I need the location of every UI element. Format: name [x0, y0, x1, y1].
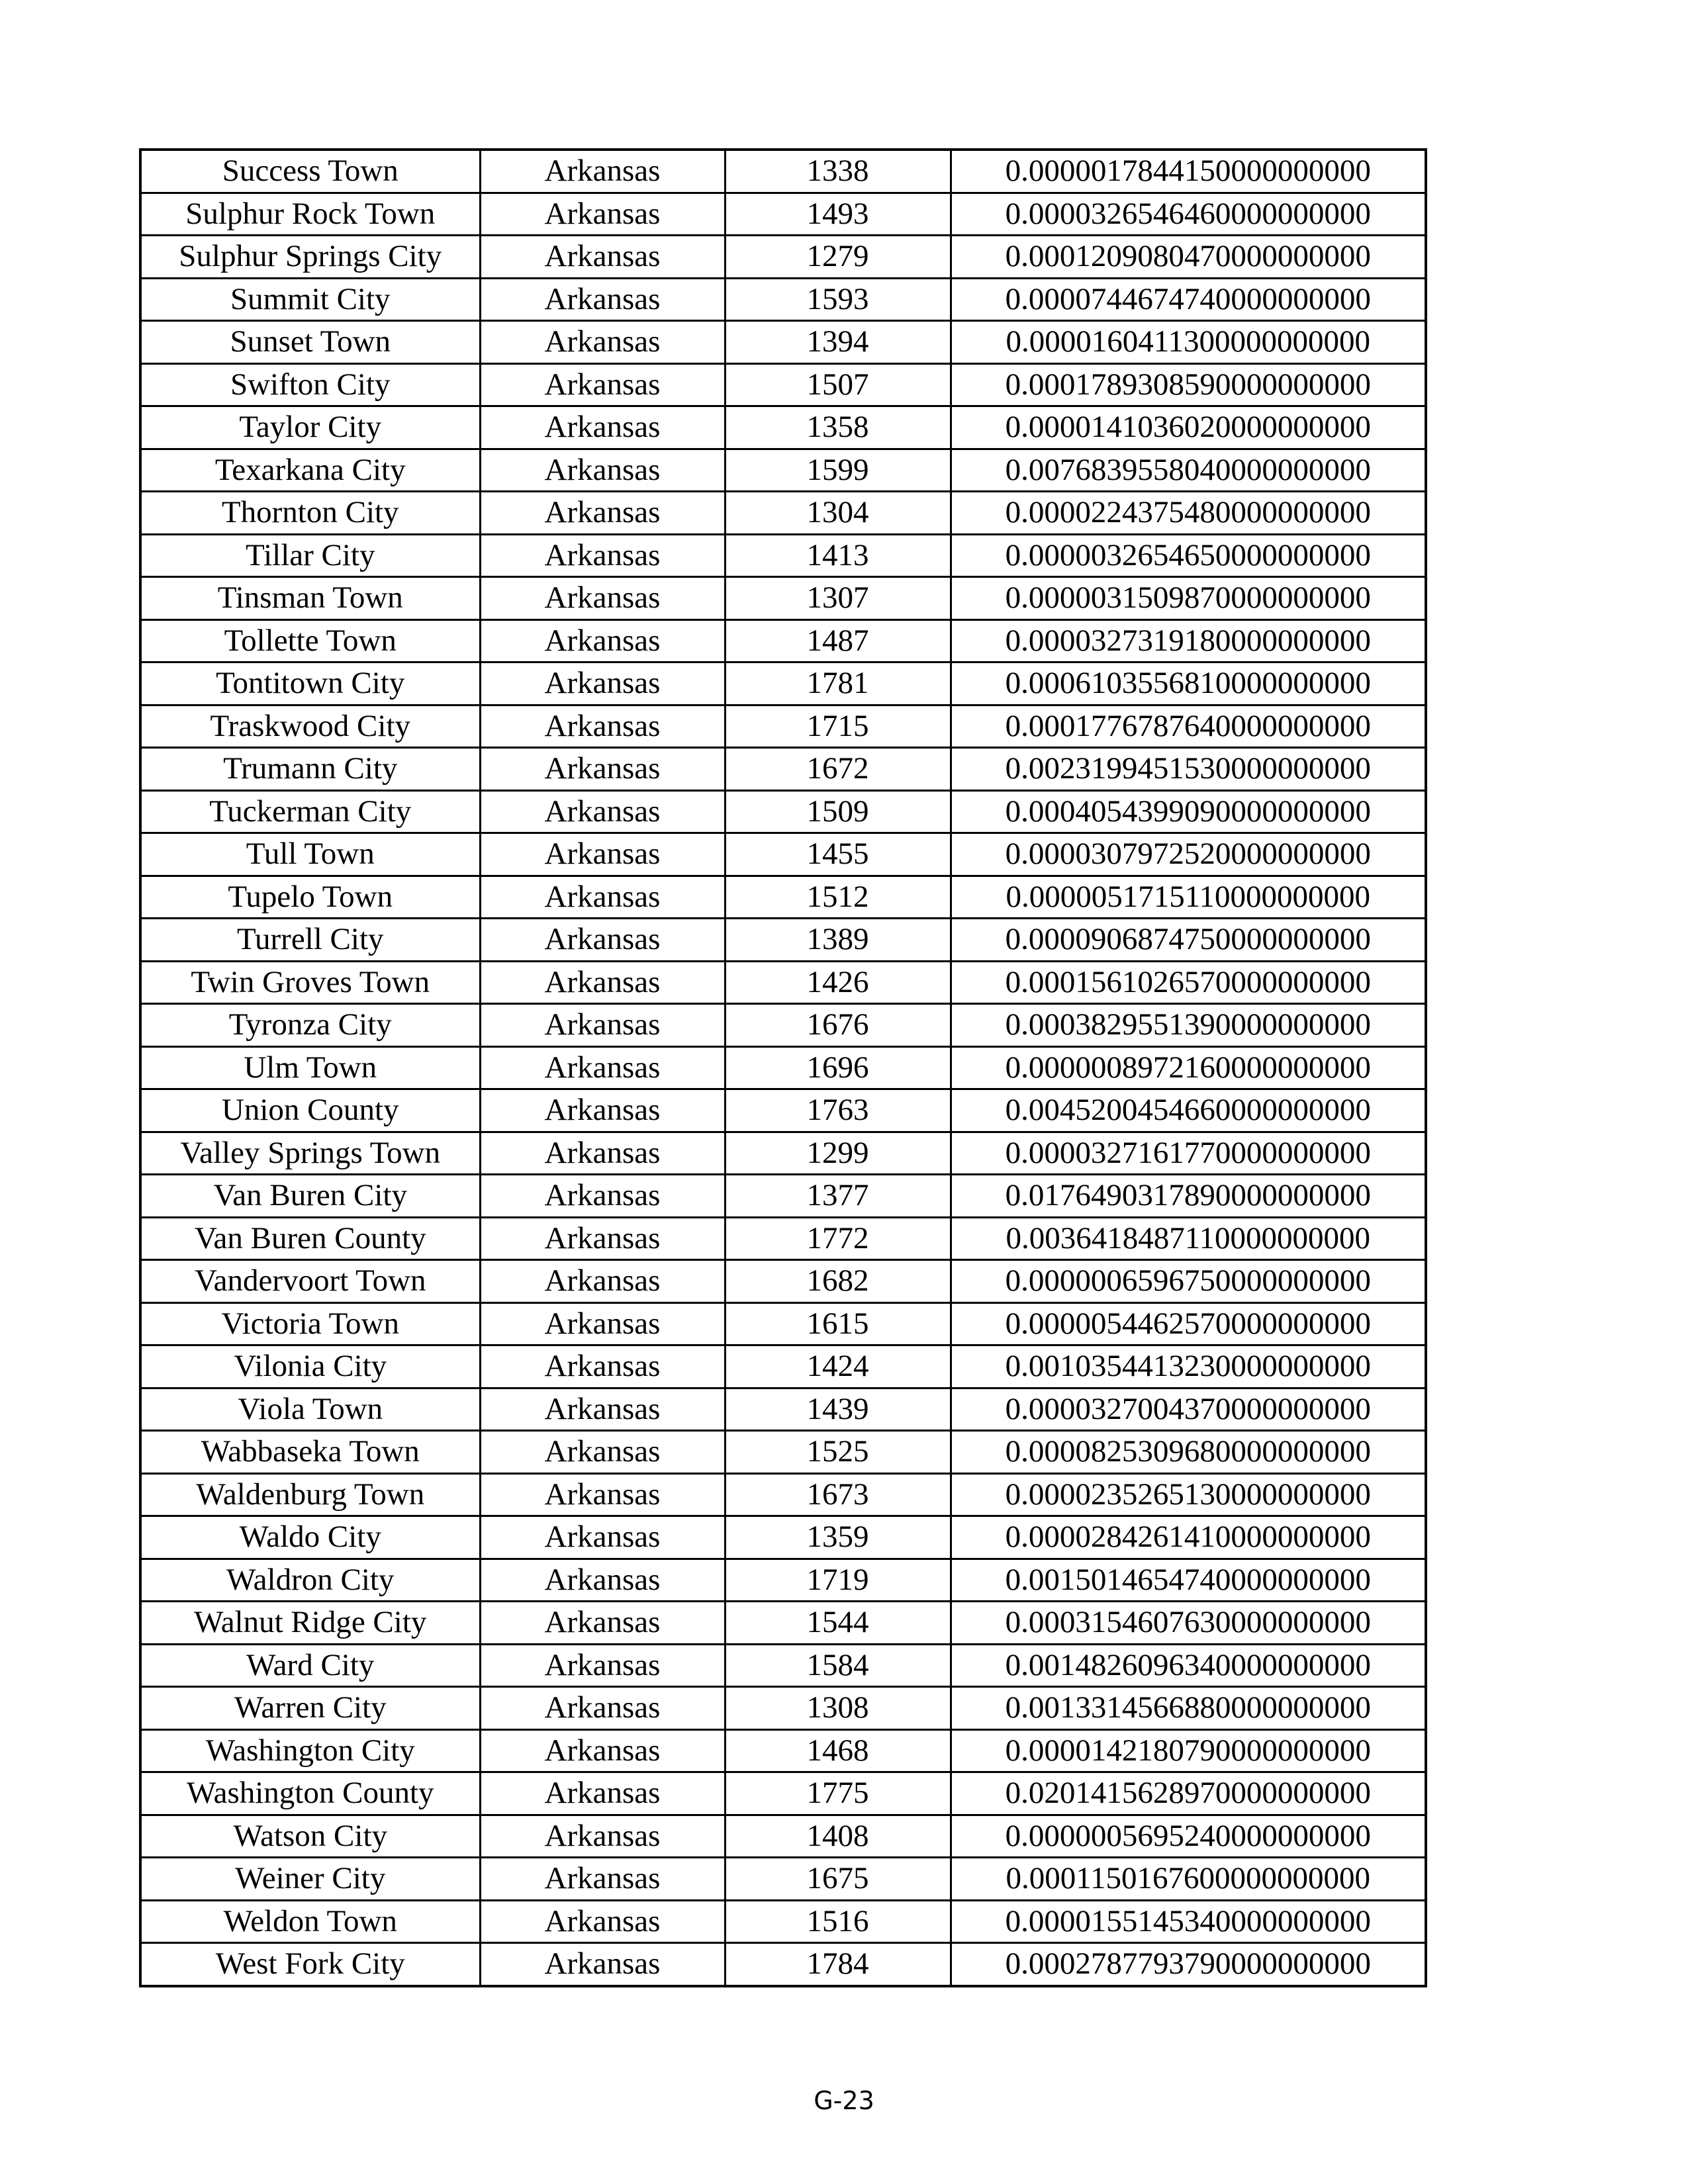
state-cell: Arkansas — [480, 1900, 725, 1943]
allocation-cell: 0.0001776787640000000000 — [951, 705, 1426, 748]
table-row — [140, 790, 1426, 833]
id-cell: 1468 — [725, 1729, 951, 1772]
id-cell: 1307 — [725, 577, 951, 620]
state-cell: Arkansas — [480, 534, 725, 577]
municipality-cell: Warren City — [140, 1687, 480, 1730]
id-cell: 1593 — [725, 278, 951, 321]
id-cell: 1763 — [725, 1089, 951, 1132]
state-cell: Arkansas — [480, 748, 725, 791]
table-row — [140, 1388, 1426, 1431]
table-row — [140, 1217, 1426, 1260]
state-cell: Arkansas — [480, 790, 725, 833]
state-cell: Arkansas — [480, 193, 725, 236]
allocation-cell: 0.0000224375480000000000 — [951, 492, 1426, 535]
allocation-cell: 0.0010354413230000000000 — [951, 1345, 1426, 1388]
state-cell: Arkansas — [480, 1772, 725, 1815]
table-row — [140, 748, 1426, 791]
municipality-cell: Viola Town — [140, 1388, 480, 1431]
id-cell: 1781 — [725, 662, 951, 705]
municipality-cell: Ulm Town — [140, 1046, 480, 1089]
municipality-cell: Trumann City — [140, 748, 480, 791]
id-cell: 1308 — [725, 1687, 951, 1730]
municipality-cell: Walnut Ridge City — [140, 1602, 480, 1645]
state-cell: Arkansas — [480, 1302, 725, 1345]
allocation-cell: 0.0001209080470000000000 — [951, 236, 1426, 279]
allocation-cell: 0.0000051715110000000000 — [951, 876, 1426, 919]
state-cell: Arkansas — [480, 1687, 725, 1730]
table-row — [140, 961, 1426, 1004]
state-cell: Arkansas — [480, 1004, 725, 1047]
municipality-cell: Tuckerman City — [140, 790, 480, 833]
table-row — [140, 876, 1426, 919]
table-row — [140, 662, 1426, 705]
id-cell: 1439 — [725, 1388, 951, 1431]
allocation-cell: 0.0201415628970000000000 — [951, 1772, 1426, 1815]
municipality-cell: Waldron City — [140, 1559, 480, 1602]
allocation-cell: 0.0000005695240000000000 — [951, 1815, 1426, 1858]
allocation-cell: 0.0002787793790000000000 — [951, 1943, 1426, 1986]
table-row — [140, 1900, 1426, 1943]
municipality-cell: Weiner City — [140, 1858, 480, 1901]
table-row — [140, 833, 1426, 876]
table-row — [140, 1004, 1426, 1047]
municipality-cell: Thornton City — [140, 492, 480, 535]
state-cell: Arkansas — [480, 1943, 725, 1986]
municipality-cell: Turrell City — [140, 919, 480, 962]
municipality-cell: Traskwood City — [140, 705, 480, 748]
state-cell: Arkansas — [480, 619, 725, 662]
state-cell: Arkansas — [480, 278, 725, 321]
id-cell: 1413 — [725, 534, 951, 577]
id-cell: 1509 — [725, 790, 951, 833]
id-cell: 1682 — [725, 1260, 951, 1303]
allocation-cell: 0.0045200454660000000000 — [951, 1089, 1426, 1132]
allocation-cell: 0.0000032654650000000000 — [951, 534, 1426, 577]
municipality-cell: Tontitown City — [140, 662, 480, 705]
allocation-cell: 0.0000284261410000000000 — [951, 1516, 1426, 1559]
municipality-cell: Watson City — [140, 1815, 480, 1858]
allocation-cell: 0.0000744674740000000000 — [951, 278, 1426, 321]
municipality-cell: Van Buren City — [140, 1175, 480, 1218]
state-cell: Arkansas — [480, 321, 725, 364]
allocation-cell: 0.0076839558040000000000 — [951, 449, 1426, 492]
state-cell: Arkansas — [480, 1602, 725, 1645]
table-row — [140, 278, 1426, 321]
state-cell: Arkansas — [480, 1089, 725, 1132]
id-cell: 1696 — [725, 1046, 951, 1089]
allocation-cell: 0.0000142180790000000000 — [951, 1729, 1426, 1772]
id-cell: 1512 — [725, 876, 951, 919]
allocation-cell: 0.0000326546460000000000 — [951, 193, 1426, 236]
municipality-cell: Twin Groves Town — [140, 961, 480, 1004]
table-row — [140, 363, 1426, 406]
state-cell: Arkansas — [480, 919, 725, 962]
municipality-cell: Vandervoort Town — [140, 1260, 480, 1303]
id-cell: 1279 — [725, 236, 951, 279]
table-row — [140, 705, 1426, 748]
municipality-cell: Union County — [140, 1089, 480, 1132]
state-cell: Arkansas — [480, 1559, 725, 1602]
state-cell: Arkansas — [480, 1473, 725, 1516]
state-cell: Arkansas — [480, 1644, 725, 1687]
state-cell: Arkansas — [480, 961, 725, 1004]
table-row — [140, 1729, 1426, 1772]
id-cell: 1672 — [725, 748, 951, 791]
allocation-cell: 0.0000825309680000000000 — [951, 1431, 1426, 1474]
id-cell: 1676 — [725, 1004, 951, 1047]
state-cell: Arkansas — [480, 1516, 725, 1559]
table-row — [140, 1132, 1426, 1175]
table-row — [140, 1858, 1426, 1901]
municipality-cell: Tillar City — [140, 534, 480, 577]
state-cell: Arkansas — [480, 449, 725, 492]
allocation-cell: 0.0000235265130000000000 — [951, 1473, 1426, 1516]
id-cell: 1455 — [725, 833, 951, 876]
municipality-cell: Taylor City — [140, 406, 480, 449]
state-cell: Arkansas — [480, 492, 725, 535]
table-row — [140, 193, 1426, 236]
table-row — [140, 919, 1426, 962]
state-cell: Arkansas — [480, 1431, 725, 1474]
allocation-cell: 0.0003829551390000000000 — [951, 1004, 1426, 1047]
table-row — [140, 236, 1426, 279]
state-cell: Arkansas — [480, 363, 725, 406]
table-row — [140, 1302, 1426, 1345]
table-row — [140, 406, 1426, 449]
municipality-cell: Victoria Town — [140, 1302, 480, 1345]
municipality-cell: Ward City — [140, 1644, 480, 1687]
municipality-cell: Sulphur Rock Town — [140, 193, 480, 236]
municipality-cell: Tull Town — [140, 833, 480, 876]
table-row — [140, 1345, 1426, 1388]
table-row — [140, 534, 1426, 577]
table-row — [140, 1516, 1426, 1559]
state-cell: Arkansas — [480, 1132, 725, 1175]
allocation-cell: 0.0006103556810000000000 — [951, 662, 1426, 705]
table-row — [140, 577, 1426, 620]
id-cell: 1507 — [725, 363, 951, 406]
allocation-cell: 0.0000155145340000000000 — [951, 1900, 1426, 1943]
municipality-cell: Waldo City — [140, 1516, 480, 1559]
state-cell: Arkansas — [480, 833, 725, 876]
allocation-cell: 0.0000054462570000000000 — [951, 1302, 1426, 1345]
table-row — [140, 1943, 1426, 1986]
table-row — [140, 1687, 1426, 1730]
id-cell: 1358 — [725, 406, 951, 449]
allocation-cell: 0.0000906874750000000000 — [951, 919, 1426, 962]
state-cell: Arkansas — [480, 1046, 725, 1089]
allocation-cell: 0.0015014654740000000000 — [951, 1559, 1426, 1602]
state-cell: Arkansas — [480, 1729, 725, 1772]
id-cell: 1772 — [725, 1217, 951, 1260]
table-row — [140, 1046, 1426, 1089]
id-cell: 1675 — [725, 1858, 951, 1901]
state-cell: Arkansas — [480, 876, 725, 919]
allocation-cell: 0.0000327319180000000000 — [951, 619, 1426, 662]
allocation-cell: 0.0004054399090000000000 — [951, 790, 1426, 833]
id-cell: 1304 — [725, 492, 951, 535]
state-cell: Arkansas — [480, 1345, 725, 1388]
municipality-cell: Sunset Town — [140, 321, 480, 364]
id-cell: 1377 — [725, 1175, 951, 1218]
table-row — [140, 150, 1426, 193]
id-cell: 1487 — [725, 619, 951, 662]
id-cell: 1408 — [725, 1815, 951, 1858]
page-number: G-23 — [814, 2086, 874, 2115]
state-cell: Arkansas — [480, 1260, 725, 1303]
municipality-cell: Sulphur Springs City — [140, 236, 480, 279]
table-row — [140, 321, 1426, 364]
table-row — [140, 492, 1426, 535]
id-cell: 1784 — [725, 1943, 951, 1986]
table-row — [140, 449, 1426, 492]
table-row — [140, 1431, 1426, 1474]
allocation-cell: 0.0000008972160000000000 — [951, 1046, 1426, 1089]
allocation-cell: 0.0000160411300000000000 — [951, 321, 1426, 364]
table-row — [140, 1644, 1426, 1687]
table-row — [140, 1473, 1426, 1516]
allocation-cell: 0.0000031509870000000000 — [951, 577, 1426, 620]
municipality-cell: Vilonia City — [140, 1345, 480, 1388]
allocation-cell: 0.0003154607630000000000 — [951, 1602, 1426, 1645]
state-cell: Arkansas — [480, 577, 725, 620]
id-cell: 1426 — [725, 961, 951, 1004]
allocation-cell: 0.0014826096340000000000 — [951, 1644, 1426, 1687]
allocation-cell: 0.0000307972520000000000 — [951, 833, 1426, 876]
allocation-cell: 0.0013314566880000000000 — [951, 1687, 1426, 1730]
table-row — [140, 1089, 1426, 1132]
allocation-cell: 0.0000141036020000000000 — [951, 406, 1426, 449]
municipality-cell: Van Buren County — [140, 1217, 480, 1260]
allocation-cell: 0.0001561026570000000000 — [951, 961, 1426, 1004]
table-row — [140, 619, 1426, 662]
id-cell: 1389 — [725, 919, 951, 962]
id-cell: 1584 — [725, 1644, 951, 1687]
municipality-cell: Tyronza City — [140, 1004, 480, 1047]
allocation-cell: 0.0036418487110000000000 — [951, 1217, 1426, 1260]
municipality-cell: Success Town — [140, 150, 480, 193]
state-cell: Arkansas — [480, 1175, 725, 1218]
state-cell: Arkansas — [480, 236, 725, 279]
id-cell: 1615 — [725, 1302, 951, 1345]
allocation-cell: 0.0000006596750000000000 — [951, 1260, 1426, 1303]
table-row — [140, 1772, 1426, 1815]
municipality-cell: Washington City — [140, 1729, 480, 1772]
id-cell: 1394 — [725, 321, 951, 364]
municipality-cell: West Fork City — [140, 1943, 480, 1986]
table-row — [140, 1815, 1426, 1858]
municipality-cell: Swifton City — [140, 363, 480, 406]
municipality-cell: Tollette Town — [140, 619, 480, 662]
state-cell: Arkansas — [480, 406, 725, 449]
id-cell: 1493 — [725, 193, 951, 236]
table-row — [140, 1559, 1426, 1602]
state-cell: Arkansas — [480, 662, 725, 705]
table-body — [140, 150, 1426, 1986]
allocation-table — [139, 148, 1427, 1987]
id-cell: 1338 — [725, 150, 951, 193]
municipality-cell: Summit City — [140, 278, 480, 321]
municipality-cell: Tinsman Town — [140, 577, 480, 620]
id-cell: 1775 — [725, 1772, 951, 1815]
state-cell: Arkansas — [480, 1815, 725, 1858]
municipality-cell: Texarkana City — [140, 449, 480, 492]
id-cell: 1424 — [725, 1345, 951, 1388]
allocation-cell: 0.0000017844150000000000 — [951, 150, 1426, 193]
id-cell: 1299 — [725, 1132, 951, 1175]
allocation-cell: 0.0001150167600000000000 — [951, 1858, 1426, 1901]
id-cell: 1599 — [725, 449, 951, 492]
state-cell: Arkansas — [480, 150, 725, 193]
allocation-cell: 0.0000327004370000000000 — [951, 1388, 1426, 1431]
municipality-cell: Wabbaseka Town — [140, 1431, 480, 1474]
id-cell: 1719 — [725, 1559, 951, 1602]
municipality-cell: Washington County — [140, 1772, 480, 1815]
state-cell: Arkansas — [480, 1217, 725, 1260]
allocation-cell: 0.0023199451530000000000 — [951, 748, 1426, 791]
allocation-cell: 0.0000327161770000000000 — [951, 1132, 1426, 1175]
allocation-cell: 0.0176490317890000000000 — [951, 1175, 1426, 1218]
id-cell: 1673 — [725, 1473, 951, 1516]
table-row — [140, 1602, 1426, 1645]
id-cell: 1359 — [725, 1516, 951, 1559]
allocation-cell: 0.0001789308590000000000 — [951, 363, 1426, 406]
id-cell: 1715 — [725, 705, 951, 748]
id-cell: 1544 — [725, 1602, 951, 1645]
municipality-cell: Tupelo Town — [140, 876, 480, 919]
id-cell: 1516 — [725, 1900, 951, 1943]
municipality-cell: Valley Springs Town — [140, 1132, 480, 1175]
state-cell: Arkansas — [480, 1858, 725, 1901]
state-cell: Arkansas — [480, 1388, 725, 1431]
municipality-cell: Weldon Town — [140, 1900, 480, 1943]
id-cell: 1525 — [725, 1431, 951, 1474]
table-row — [140, 1175, 1426, 1218]
municipality-cell: Waldenburg Town — [140, 1473, 480, 1516]
state-cell: Arkansas — [480, 705, 725, 748]
table-row — [140, 1260, 1426, 1303]
